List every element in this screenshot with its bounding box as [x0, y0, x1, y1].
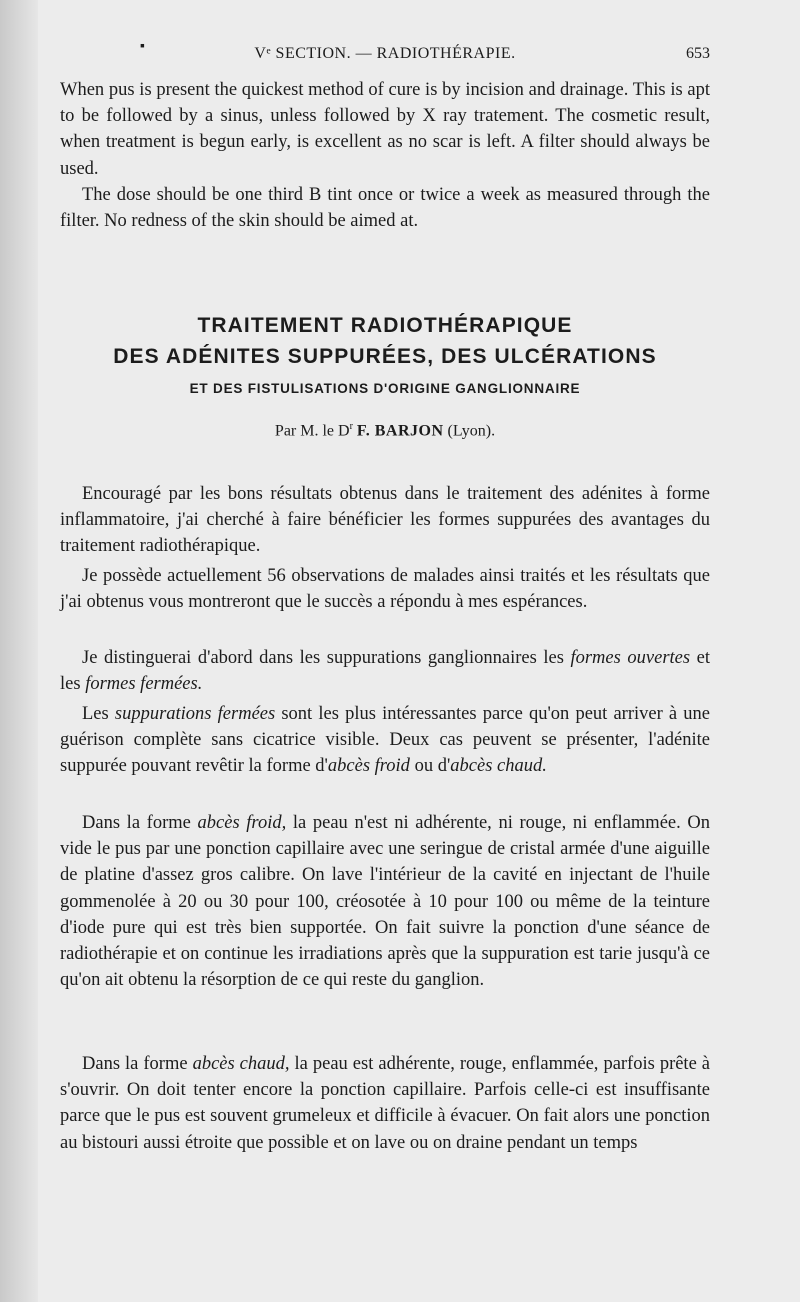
- p5-italic-1: abcès froid,: [197, 813, 287, 833]
- section-mark: ▪: [140, 39, 145, 54]
- body-paragraph-1: Encouragé par les bons résultats obtenus dans le traitement des adénites à forme inflammatoire, j'ai cherché à faire bénéficier les formes suppurées des avantages du traitement radiothérapique.: [60, 484, 710, 557]
- body-paragraph-4: [60, 701, 710, 780]
- article-title-line-2: DES ADÉNITES SUPPURÉES, DES ULCÉRATIONS: [113, 345, 657, 368]
- author-prefix: Par M. le D: [274, 422, 350, 440]
- article-subtitle: ET DES FISTULISATIONS D'ORIGINE GANGLIONNAIRE: [189, 381, 581, 396]
- p4-italic-3: abcès chaud.: [450, 756, 547, 777]
- body-paragraph-6: [60, 1051, 710, 1156]
- author-line: [60, 421, 710, 440]
- p6-text-a: Dans la forme: [82, 1054, 193, 1074]
- english-paragraph-1: When pus is present the quickest method of cure is by incision and drainage. This is apt to be followed by a sinus, unless followed by X ray tratement. The cosmetic result, when treatment is begun early, is excellent as no scar is left. A filter should always be used.: [60, 80, 710, 179]
- p5-text-a: Dans la forme: [82, 813, 198, 833]
- p4-italic-1: suppurations fermées: [114, 704, 276, 724]
- p4-text-c: ou d': [409, 756, 451, 777]
- p3-text-a: Je distinguerai d'abord dans les suppurations ganglionnaires les: [82, 648, 571, 668]
- p3-italic-1: formes ouvertes: [570, 648, 691, 668]
- p4-text-a: Les: [82, 704, 115, 724]
- body-paragraph-2: Je possède actuellement 56 observations de malades ainsi traités et les résultats que j'ai obtenus vous montreront que le succès a répondu à mes espérances.: [60, 566, 710, 613]
- author-city: (Lyon).: [447, 422, 496, 440]
- p6-text-b: la peau est adhérente, rouge, enflammée, parfois prête à s'ouvrir. On doit tenter encore la ponction capillaire. Parfois celle-ci est insuffisante parce que le pus est souvent grumeleux et difficile à évacuer. On fait alors une ponction au bistouri aussi étroite que possible et on lave ou on draine pendant un temps: [60, 1054, 710, 1153]
- p5-text-b: la peau n'est ni adhérente, ni rouge, ni enflammée. On vide le pus par une ponction capillaire avec une seringue de cristal armée d'une aiguille de platine d'assez gros calibre. On lave l'intérieur de la cavité en injectant de l'huile gommenolée à 20 ou 30 pour 100, créosotée à 10 pour 100 ou même de la teinture d'iode pure qui est très bien supportée. On fait suivre la ponction d'une séance de radiothérapie et on continue les irradiations après que la suppuration est tarie jusqu'à ce qu'on ait obtenu la résorption de ce qui reste du ganglion.: [60, 813, 711, 991]
- body-paragraph-3: [60, 645, 710, 697]
- p4-text-b: sont les plus intéressantes parce qu'on peut arriver à une guérison complète sans cicatrice visible. Deux cas peuvent se présenter, l'adénite suppurée pouvant revêtir la forme d': [60, 704, 710, 777]
- author-title-sup: r: [349, 421, 353, 432]
- running-title: Vᵉ SECTION. — RADIOTHÉRAPIE.: [254, 45, 516, 62]
- p6-italic-1: abcès chaud,: [192, 1054, 290, 1074]
- running-header: [60, 39, 710, 71]
- article-title-line-1: TRAITEMENT RADIOTHÉRAPIQUE: [197, 314, 573, 337]
- page-binding-shadow: [0, 0, 38, 1302]
- author-name: F. BARJON: [356, 422, 444, 440]
- body-paragraph-5: [60, 810, 710, 993]
- page-number: 653: [686, 45, 710, 62]
- p3-text-b: et les: [60, 648, 710, 695]
- p3-italic-2: formes fermées.: [85, 674, 203, 695]
- english-paragraph-2: The dose should be one third B tint once or twice a week as measured through the filter. No redness of the skin should be aimed at.: [60, 185, 710, 232]
- p4-italic-2: abcès froid: [327, 756, 410, 777]
